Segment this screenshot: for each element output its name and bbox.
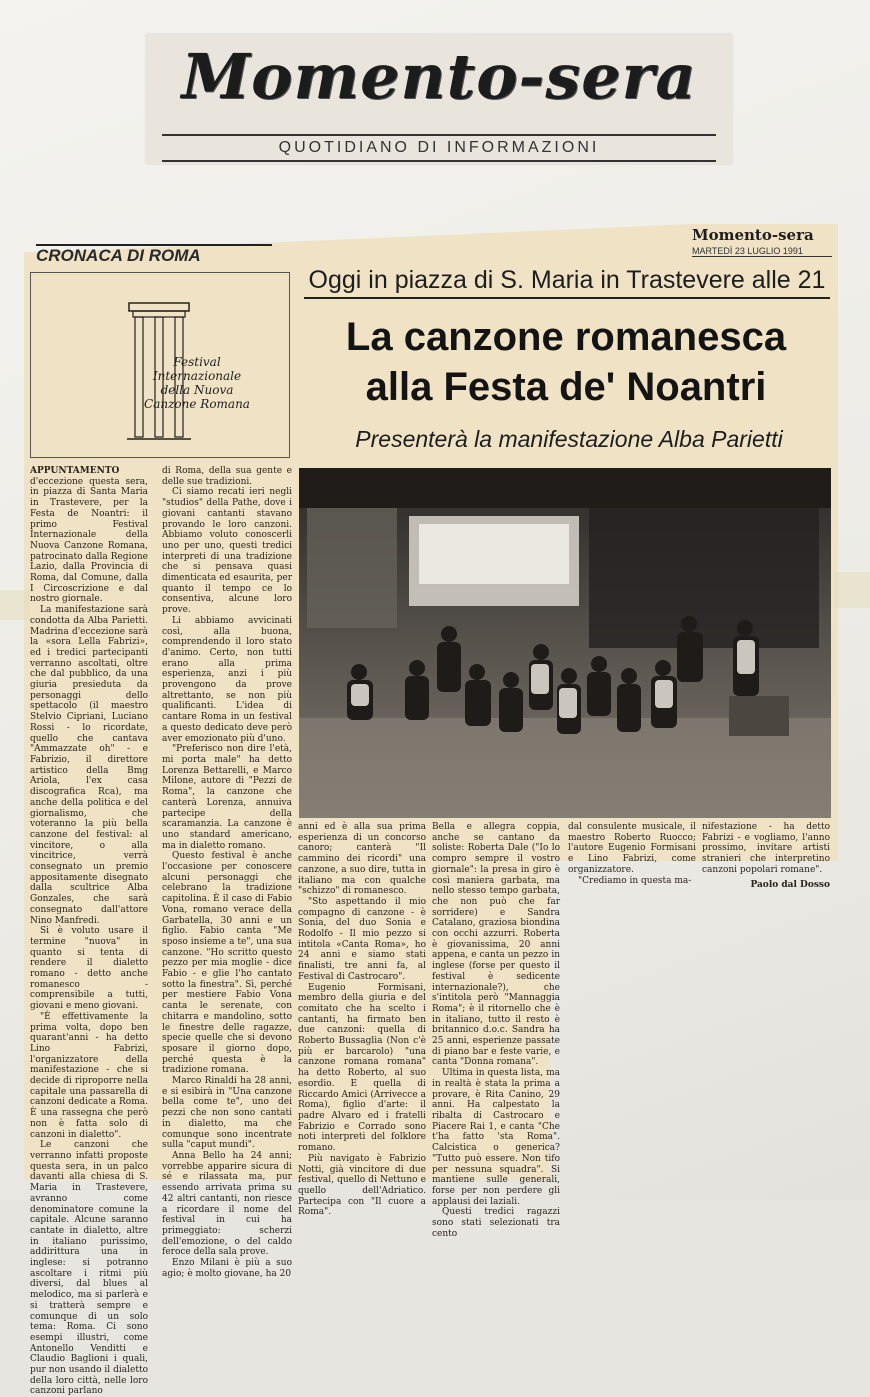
headline-line-1: La canzone romanesca: [345, 315, 787, 359]
logo-line: della Nuova: [160, 383, 234, 397]
byline: Paolo dal Dosso: [750, 879, 830, 890]
article-column-6: [702, 822, 830, 890]
paper-name: Momento-sera: [692, 226, 814, 244]
article-column-5: [568, 822, 696, 886]
paragraph: anni ed è alla sua prima esperienza di un concorso canoro; canterà "Il cammino dei ricordi" una canzone, a suo dire, tutta in italiano ma con qualche "schizzo" di romanesco.: [298, 822, 426, 897]
paragraph: Questi tredici ragazzi sono stati selezionati tra cento: [432, 1207, 560, 1239]
paragraph: Enzo Milani è più a suo agio; è molto giovane, ha 20: [162, 1258, 292, 1279]
paragraph: Questo festival è anche l'occasione per conoscere alcuni personaggi che celebrano la tradizione capitolina. È il caso di Fabio Vona, romano verace della Garbatella, 30 anni e un figlio. Fabio canta "Me sposo insieme a te", una sua canzone. "Ho scritto questo pezzo per mia moglie - dice Fabio - e glie l'ho cantato sotto la finestra". Sì, perché per mestiere Fabio Vona canta le serenate, con chitarra e mandolino, sotto le finestre delle ragazze, specie quelle che si devono sposare il giorno dopo, perché questa è la tradizione romana.: [162, 851, 292, 1076]
paragraph: "È effettivamente la prima volta, dopo ben quarant'anni - ha detto Lino Fabrizi, l'organizzatore della manifestazione - che si decide di riproporre nella capitale una passarella di canzoni dedicate a Roma. È una rassegna che però non è fatta solo di canzoni in dialetto".: [30, 1011, 148, 1140]
article-column-3: [298, 822, 426, 1218]
headline-line-2: alla Festa de' Noantri: [365, 365, 767, 409]
masthead-clipping: [146, 34, 732, 164]
paragraph: "Sto aspettando il mio compagno di canzone - è Sonia, del duo Sonia e Rodolfo - Il mio pezzo si intitola «Canta Roma», ho 24 anni e siamo stati finalisti, tre anni fa, al Festival di Castrocaro".: [298, 896, 426, 982]
paragraph-text: d'eccezione questa sera, in piazza di Santa Maria in Trastevere, per la Festa de Noantri: il primo Festival Internazionale della Nuova Canzone Romana, patrocinato dalla Regione Lazio, dalla Provincia di Roma, dal Comune, dalla I Circoscrizione e dal nostro giornale.: [30, 476, 148, 605]
paragraph: "Preferisco non dire l'età, mi porta male" ha detto Lorenza Bettarelli, e Marco Milone, autore di "Pezzi de Roma", la canzone che canterà Lorenza, annuiva partecipe della scaramanzia. La canzone è uno standard americano, ma in dialetto romano.: [162, 744, 292, 851]
kicker: Oggi in piazza di S. Maria in Trastevere alle 21: [304, 266, 830, 299]
paragraph: "Crediamo in questa ma-: [578, 875, 692, 886]
festival-logo-text: [127, 355, 267, 411]
paragraph: Li abbiamo avvicinati così, alla buona, comprendendo il loro stato d'animo. Certo, non tutti erano alla prima esperienza, anzi i più provengono da prove altrettanto, se non più qualificanti. L'idea di cantare Roma in un festival a questo dedicato deve però aver emozionato più d'uno.: [162, 615, 292, 744]
headline: [302, 312, 830, 412]
masthead-logo: Momento-sera: [181, 40, 697, 113]
tape-strip: [834, 572, 870, 608]
paragraph: La manifestazione sarà condotta da Alba Parietti. Madrina d'eccezione sarà la «sora Lella Fabrizi», ed i tredici partecipanti verranno ascoltati, oltre che dal pubblico, da una giuria presieduta da personaggi dello spettacolo (il maestro Stelvio Cipriani, Luciano Rossi - lo ricordate, quello che cantava "Ammazzate oh" - e Fabrizio, il direttore artistico della Bmg Ariola, l'ex casa discografica Rca), ma anche della politica e del giornalismo, che voteranno la più bella canzone del festival: al vincitore, o alla vincitrice, verrà consegnato un premio appositamente disegnato dalla scultrice Alba Gonzales, che sarà consegnato dall'attore Nino Manfredi.: [30, 605, 148, 926]
paragraph: Marco Rinaldi ha 28 anni, e si esibirà in "Una canzone bella come te", uno dei pezzi che non sono cantati in dialetto, ma che comunque sono incentrate sulla "caput mundi".: [162, 1076, 292, 1151]
paragraph: Bella e allegra coppia, anche se cantano da soliste: Roberta Dale ("Io lo compro sempre il vostro giornale": la presa in giro è così maniera garbata, ma nello stesso tempo garbata, che non può che far sorridere) e Sandra Catalano, graziosa biondina con occhi azzurri. Roberta è giovanissima, 20 anni appena, e canta un pezzo in inglese (forse per questo il festival è sedicente internazionale?), che s'intitola però "Mannaggia Roma"; è il ritornello che è in italiano, tutto il resto è britannico d.o.c. Sandra ha 25 anni, esperienze passate di piano bar e feste varie, e canta "Donna romana".: [432, 822, 560, 1068]
publication-date: MARTEDÌ 23 LUGLIO 1991: [692, 246, 832, 257]
paragraph: Si è voluto usare il termine "nuova" in quanto si tenta di rendere il dialetto romano - detto anche romanesco - comprensibile a tutti, giovani e meno giovani.: [30, 926, 148, 1012]
singers-group-photo: [299, 468, 831, 818]
article-column-2: [162, 466, 292, 1279]
paragraph: Anna Bello ha 24 anni; vorrebbe apparire sicura di sé e rilassata ma, pur essendo arrivata prima su 42 altri cantanti, non riesce a ricordare il nome del festival in cui ha primeggiato: scherzi dell'emozione, o del caldo feroce della sala prove.: [162, 1151, 292, 1258]
subheadline: Presenterà la manifestazione Alba Parietti: [355, 426, 783, 452]
logo-line: Festival: [173, 355, 221, 369]
paragraph: nifestazione - ha detto Fabrizi - e vogliamo, l'anno prossimo, invitare artisti stranieri che interpretino canzoni popolari romane".: [702, 822, 830, 875]
article-column-1: [30, 466, 148, 1397]
article-column-4: [432, 822, 560, 1239]
festival-logo-box: [30, 272, 290, 458]
logo-line: Internazionale: [152, 369, 242, 383]
paragraph: Ci siamo recati ieri negli "studios" della Pathe, dove i giovani cantanti stavano provando le loro canzoni. Abbiamo voluto conoscerli uno per uno, questi tredici interpreti di una tradizione che si pensava quasi dimenticata ed esaurita, per quanto il tempo ce lo consentiva, alcune loro prove.: [162, 487, 292, 616]
tape-strip: [0, 590, 30, 620]
paragraph: Ultima in questa lista, ma in realtà è stata la prima a provare, è Rita Canino, 29 anni. Ha calpestato la ribalta di Castrocaro e Piacere Rai 1, e canta "Che t'ha fatto 'sta Roma". Calcistica o generica? "Tutto può essere. Non tifo per nessuna squadra". Si mantiene sulle generali, forse per non perdere gli applausi dei laziali.: [432, 1068, 560, 1207]
logo-line: Canzone Romana: [144, 397, 250, 411]
paragraph: dal consulente musicale, il maestro Roberto Ruocco; l'autore Eugenio Formisani e Lino Fabrizi, come organizzatore.: [568, 822, 696, 875]
paragraph: Più navigato è Fabrizio Notti, già vincitore di due festival, quello di Nettuno e quello dell'Adriatico. Partecipa con "Il cuore a Roma".: [298, 1153, 426, 1218]
lead-word: APPUNTAMENTO: [30, 466, 120, 476]
section-header: [36, 244, 272, 266]
masthead-tagline: QUOTIDIANO DI INFORMAZIONI: [162, 134, 716, 162]
section-label: CRONACA DI ROMA: [36, 246, 201, 265]
paragraph: [30, 466, 148, 605]
paragraph: di Roma, della sua gente e delle sue tradizioni.: [162, 466, 292, 487]
paragraph: Le canzoni che verranno infatti proposte questa sera, in un palco davanti alla chiesa di S. Maria in Trastevere, avranno come denominatore comune la capitale. Alcune saranno cantate in dialetto, altre in italiano purissimo, addirittura una in inglese: si potranno ascoltare i ritmi più diversi, dal blues al melodico, ma si parlerà e si tratterà sempre e comunque di un solo tema: Roma. Ci sono esempi illustri, come Antonello Venditti e Claudio Baglioni i quali, pur non usando il dialetto della loro città, nelle loro canzoni parlano: [30, 1140, 148, 1397]
paragraph: Eugenio Formisani, membro della giuria e del comitato che ha scelto i cantanti, ha firmato ben due canzoni: quella di Roberto Bussaglia (Non c'è più er barcarolo) "una canzone romana romana" ha detto Roberto, al suo esordio. E quella di Riccardo Amici (Arrivecce a Roma), figlio d'arte: il padre Alvaro ed i fratelli Fabrizio e Corrado sono noti interpreti del folklore romano.: [298, 982, 426, 1154]
